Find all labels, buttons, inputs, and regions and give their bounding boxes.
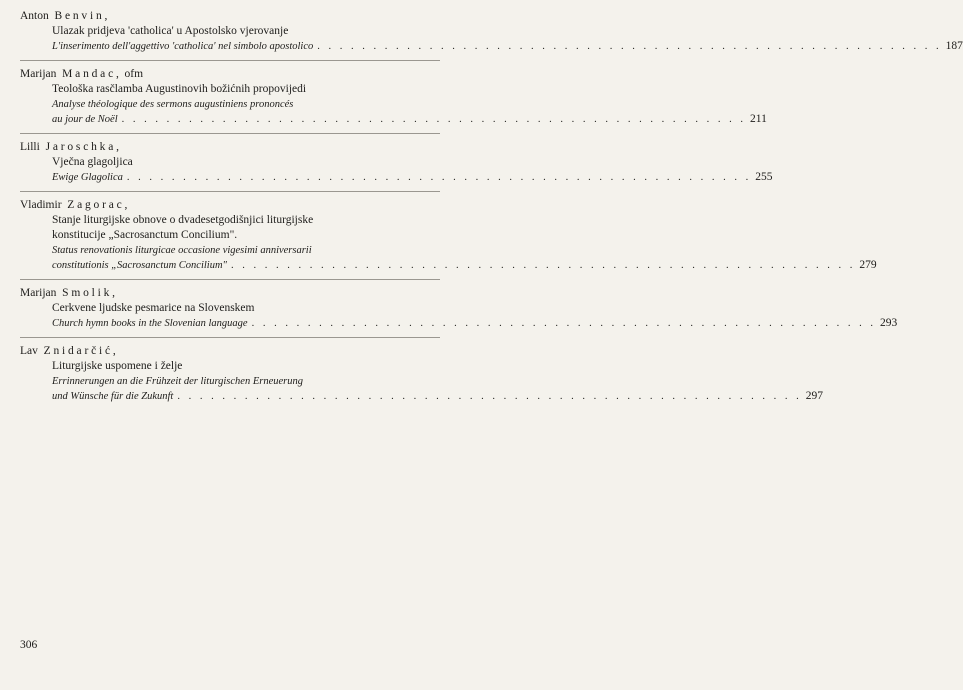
author-name	[20, 285, 440, 301]
author-surname: Benvin,	[54, 10, 111, 22]
dot-leader: . . . . . . . . . . . . . . . . . . . . . . . . . . . . . . . . . . . . . . . . . . . . . . . . . . . . . . . .	[177, 391, 802, 402]
toc-entry	[20, 66, 767, 127]
author-order-suffix: ofm	[124, 68, 144, 80]
author-surname: Znidarčić,	[43, 345, 119, 357]
toc-entry	[20, 343, 823, 404]
author-name	[20, 197, 440, 213]
article-title-line: Stanje liturgijske obnove o dvadesetgodišnjici liturgijske	[52, 214, 314, 226]
article-translation-line: und Wünsche für die Zukunft	[52, 391, 174, 402]
author-first-name: Lav	[20, 345, 38, 357]
author-name	[20, 66, 440, 82]
entry-body	[52, 359, 823, 404]
article-translation-line: au jour de Noël	[52, 114, 118, 125]
page-reference: 279	[859, 259, 877, 271]
author-first-name: Marijan	[20, 68, 57, 80]
translation-leader-row	[52, 316, 898, 331]
article-title-line: Cerkvene ljudske pesmarice na Slovenskem	[52, 302, 255, 314]
article-title-line: Ulazak pridjeva 'catholica' u Apostolsko vjerovanje	[52, 25, 289, 37]
translation-leader-row	[52, 258, 877, 273]
entry-divider	[20, 60, 440, 61]
article-title-line: Liturgijske uspomene i želje	[52, 360, 183, 372]
page-reference: 297	[805, 390, 823, 402]
author-first-name: Marijan	[20, 287, 57, 299]
author-first-name: Lilli	[20, 141, 40, 153]
entry-body	[52, 24, 963, 54]
toc-entry	[20, 8, 963, 54]
toc-entry	[20, 197, 877, 273]
article-title-line: Vječna glagoljica	[52, 156, 133, 168]
article-translation-line: Ewige Glagolica	[52, 172, 123, 183]
entry-body	[52, 82, 767, 127]
article-title-line: konstitucije „Sacrosanctum Concilium".	[52, 229, 238, 241]
author-surname: Mandac,	[62, 68, 122, 80]
dot-leader: . . . . . . . . . . . . . . . . . . . . . . . . . . . . . . . . . . . . . . . . . . . . . . . . . . . . . . . .	[317, 41, 942, 52]
entry-body	[52, 301, 898, 331]
page-reference: 293	[879, 317, 898, 329]
article-translation-line: Errinnerungen an die Frühzeit der liturgischen Erneuerung	[52, 376, 303, 387]
author-name	[20, 8, 440, 24]
author-name	[20, 343, 440, 359]
page-reference: 187	[945, 40, 963, 52]
author-first-name: Anton	[20, 10, 49, 22]
toc-entry	[20, 139, 773, 185]
entry-body	[52, 155, 773, 185]
table-of-contents	[20, 8, 963, 404]
dot-leader: . . . . . . . . . . . . . . . . . . . . . . . . . . . . . . . . . . . . . . . . . . . . . . . . . . . . . . . .	[251, 318, 876, 329]
article-translation-line: L'inserimento dell'aggettivo 'catholica' nel simbolo apostolico	[52, 41, 314, 52]
page-reference: 211	[750, 113, 767, 125]
entry-body	[52, 213, 877, 273]
author-surname: Smolik,	[62, 287, 118, 299]
toc-entry	[20, 285, 898, 331]
article-translation-line: Analyse théologique des sermons augustiniens prononcés	[52, 99, 294, 110]
dot-leader: . . . . . . . . . . . . . . . . . . . . . . . . . . . . . . . . . . . . . . . . . . . . . . . . . . . . . . . .	[126, 172, 752, 183]
author-surname: Zagorac,	[67, 199, 131, 211]
translation-leader-row	[52, 112, 767, 127]
author-first-name: Vladimir	[20, 199, 62, 211]
author-surname: Jaroschka,	[45, 141, 122, 153]
entry-divider	[20, 191, 440, 192]
article-translation-line: constitutionis „Sacrosanctum Concilium"	[52, 260, 227, 271]
page-number: 306	[20, 639, 38, 651]
dot-leader: . . . . . . . . . . . . . . . . . . . . . . . . . . . . . . . . . . . . . . . . . . . . . . . . . . . . . . . .	[230, 260, 856, 271]
article-translation-line: Church hymn books in the Slovenian language	[52, 318, 248, 329]
entry-divider	[20, 279, 440, 280]
translation-leader-row	[52, 39, 963, 54]
entry-divider	[20, 337, 440, 338]
translation-leader-row	[52, 389, 823, 404]
article-translation-line: Status renovationis liturgicae occasione vigesimi anniversarii	[52, 245, 312, 256]
translation-leader-row	[52, 170, 773, 185]
author-name	[20, 139, 440, 155]
entry-divider	[20, 133, 440, 134]
article-title-line: Teološka rasčlamba Augustinovih božićnih propovijedi	[52, 83, 307, 95]
dot-leader: . . . . . . . . . . . . . . . . . . . . . . . . . . . . . . . . . . . . . . . . . . . . . . . . . . . . . . . .	[121, 114, 746, 125]
page-reference: 255	[755, 171, 773, 183]
